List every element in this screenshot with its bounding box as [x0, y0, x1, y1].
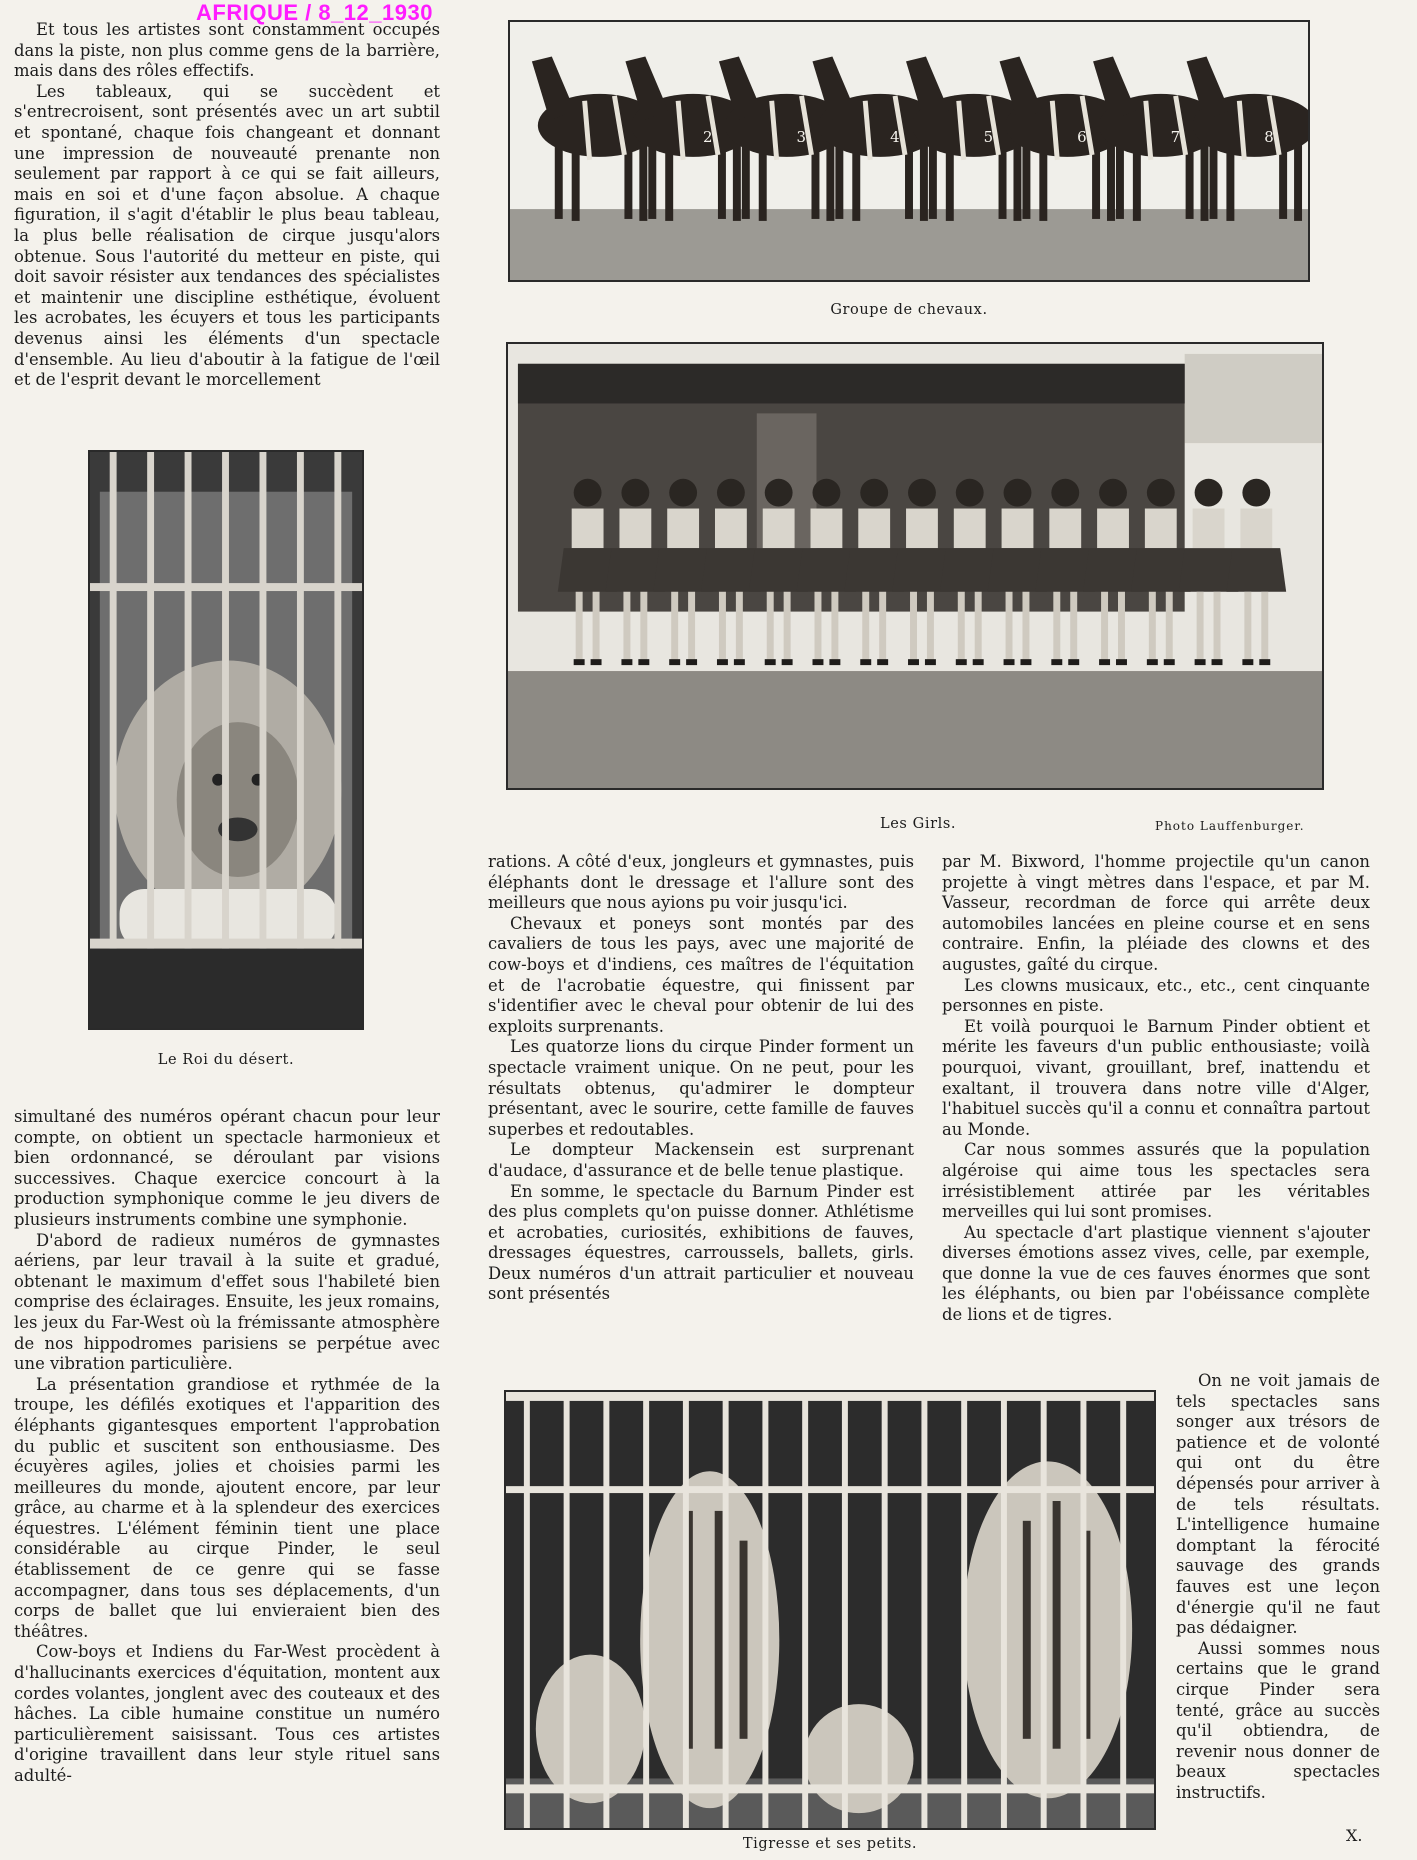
girls-image — [508, 344, 1322, 788]
paragraph: Et tous les artistes sont constamment occupés dans la piste, non plus comme gens de la barrière, mais dans des rôles effectifs. — [14, 20, 440, 81]
horse-number: 8 — [1264, 129, 1274, 147]
paragraph: Chevaux et poneys sont montés par des cavaliers de tous les pays, avec une majorité de cow-boys et d'indiens, ces maîtres de l'équitation et de l'acrobatie équestre, qui finissent par s'identifier avec le cheval pour obtenir de lui des exploits surprenants. — [488, 913, 914, 1036]
archive-stamp: AFRIQUE / 8_12_1930 — [196, 0, 433, 25]
tigers-image — [506, 1392, 1154, 1828]
paragraph: D'abord de radieux numéros de gymnastes aériens, par leur travail à la suite et gradué, obtenant le maximum d'effet sous l'habileté bien comprise des éclairages. Ensuite, les jeux romains, les jeux du Far-West où la frémissante atmosphère de nos hippodromes parisiens se perpétue avec une vibration particulière. — [14, 1230, 440, 1374]
column-1-bottom-text — [14, 1107, 440, 1787]
paragraph: On ne voit jamais de tels spectacles sans songer aux trésors de patience et de volonté qui ont du être dépensés pour arriver à de tels résultats. L'intelligence humaine domptant la férocité sauvage des grands fauves est une leçon d'énergie qu'il ne faut pas dédaigner. — [1176, 1371, 1380, 1638]
author-signature: X. — [1346, 1826, 1363, 1845]
paragraph: Aussi sommes nous certains que le grand cirque Pinder sera tenté, grâce au succès qu'il obtiendra, de revenir nous donner de beaux spectacles instructifs. — [1176, 1638, 1380, 1802]
paragraph: Cow-boys et Indiens du Far-West procèdent à d'hallucinants exercices d'équitation, montent aux cordes volantes, jonglent avec des couteaux et des hâches. La cible humaine constitue un numéro particulièrement saisissant. Tous ces artistes d'origine travaillent dans leur style rituel sans adulté- — [14, 1642, 440, 1785]
column-2-text — [488, 852, 914, 1305]
paragraph: rations. A côté d'eux, jongleurs et gymnastes, puis éléphants dont le dressage et l'allure sont des meilleurs que nous ayions pu voir jusqu'ici. — [488, 852, 914, 913]
tigers-caption: Tigresse et ses petits. — [742, 1836, 918, 1852]
lion-caption: Le Roi du désert. — [157, 1052, 295, 1068]
column-3-text — [942, 852, 1370, 1326]
horses-photo — [508, 20, 1310, 282]
girls-photo — [506, 342, 1324, 790]
paragraph: Les clowns musicaux, etc., etc., cent cinquante personnes en piste. — [942, 975, 1370, 1016]
tigers-photo — [504, 1390, 1156, 1830]
girls-caption: Les Girls. — [880, 816, 957, 832]
paragraph: par M. Bixword, l'homme projectile qu'un canon projette à vingt mètres dans l'espace, et par M. Vasseur, recordman de force qui arrête deux automobiles lancées en pleine course et en sens contraire. Enfin, la pléiade des clowns et des augustes, gaîté du cirque. — [942, 852, 1370, 974]
paragraph: En somme, le spectacle du Barnum Pinder est des plus complets qu'on puisse donner. Athlétisme et acrobaties, curiosités, exhibitions de fauves, dressages équestres, carroussels, ballets, girls. Deux numéros d'un attrait particulier et nouveau sont présentés — [488, 1181, 914, 1304]
horse-number: 3 — [796, 129, 807, 147]
horse-number: 7 — [1170, 129, 1181, 147]
column-1-top-text — [14, 20, 440, 391]
horse-number: 4 — [890, 129, 900, 147]
paragraph: Les quatorze lions du cirque Pinder forment un spectacle vraiment unique. On ne peut, pour les résultats obtenus, qu'admirer le dompteur présentant, avec le sourire, cette famille de fauves superbes et redoutables. — [488, 1037, 914, 1139]
horses-caption: Groupe de chevaux. — [830, 302, 988, 318]
horses-image — [510, 22, 1308, 280]
lion-image — [90, 452, 362, 1028]
paragraph: Au spectacle d'art plastique viennent s'ajouter diverses émotions assez vives, celle, par exemple, que donne la vue de ces fauves énormes que sont les éléphants, ou bien par l'obéissance complète de lions et de tigres. — [942, 1222, 1370, 1325]
horse-number: 2 — [703, 129, 713, 147]
paragraph: Car nous sommes assurés que la population algéroise qui aime tous les spectacles sera irrésistiblement attirée par les véritables merveilles qui lui sont promises. — [942, 1140, 1370, 1222]
paragraph: La présentation grandiose et rythmée de la troupe, les défilés exotiques et l'apparition des éléphants gigantesques emportent l'approbation du public et suscitent son enthousiasme. Des écuyères agiles, jolies et choisies parmi les meilleures du monde, ajoutent encore, par leur grâce, au charme et à la splendeur des exercices équestres. L'élément féminin tient une place considérable au cirque Pinder, le seul établissement de ce genre qui se fasse accompagner, dans tous ses déplacements, d'un corps de ballet que lui envieraient bien des théâtres. — [14, 1374, 440, 1641]
paragraph: Les tableaux, qui se succèdent et s'entrecroisent, sont présentés avec un art subtil et spontané, chaque fois changeant et donnant une impression de nouveauté prenante non seulement par rapport à ce qui se fait ailleurs, mais en soi et d'une façon absolue. A chaque figuration, il s'agit d'établir le plus beau tableau, la plus belle réalisation de cirque jusqu'alors obtenue. Sous l'autorité du metteur en piste, qui doit savoir résister aux tendances des spécialistes et maintenir une discipline esthétique, évoluent les acrobates, les écuyers et tous les participants devenus ainsi les éléments d'un spectacle d'ensemble. Au lieu d'aboutir à la fatigue de l'œil et de l'esprit devant le morcellement — [14, 81, 440, 390]
girls-photo-credit: Photo Lauffenburger. — [1155, 819, 1305, 833]
horse-number: 6 — [1077, 129, 1087, 147]
lion-photo — [88, 450, 364, 1030]
column-4-text — [1176, 1371, 1380, 1803]
paragraph: Le dompteur Mackensein est surprenant d'audace, d'assurance et de belle tenue plastique. — [488, 1140, 914, 1180]
paragraph: simultané des numéros opérant chacun pour leur compte, on obtient un spectacle harmonieux et bien ordonnancé, se déroulant par visions successives. Chaque exercice concourt à la production symphonique comme le jeu divers de plusieurs instruments combine une symphonie. — [14, 1107, 440, 1229]
horse-number: 5 — [983, 129, 994, 147]
paragraph: Et voilà pourquoi le Barnum Pinder obtient et mérite les faveurs d'un public enthousiaste; voilà pourquoi, vivant, grouillant, bref, inattendu et exaltant, il trouvera dans notre ville d'Alger, l'habituel succès qu'il a connu et connaîtra partout au Monde. — [942, 1016, 1370, 1139]
